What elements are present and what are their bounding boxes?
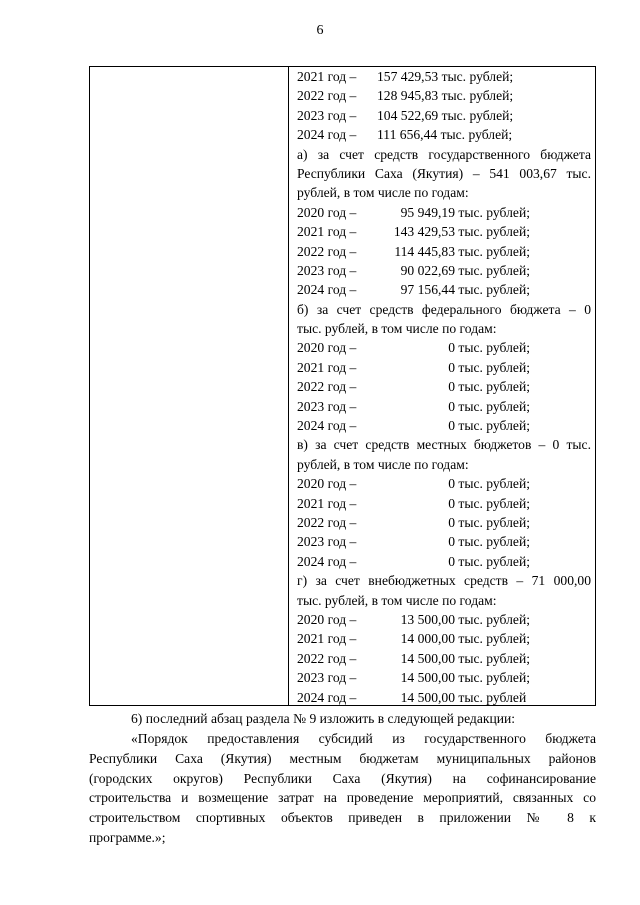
section-heading-line: Республики Саха (Якутия) – 541 003,67 тыс. bbox=[297, 165, 591, 181]
table-row bbox=[297, 474, 591, 493]
row-amount: 0 bbox=[448, 379, 455, 395]
table-row bbox=[297, 397, 591, 416]
row-amount: 0 bbox=[448, 359, 455, 375]
row-unit: тыс. рублей; bbox=[458, 611, 530, 627]
row-year: 2024 год – bbox=[297, 689, 357, 705]
row-unit: тыс. рублей; bbox=[458, 534, 530, 550]
row-amount: 0 bbox=[448, 418, 455, 434]
quote-line: строительством спортивных объектов приведен в приложении № 8 к bbox=[89, 810, 596, 826]
row-unit: тыс. рублей; bbox=[458, 262, 530, 278]
row-unit: тыс. рублей; bbox=[441, 88, 514, 104]
section-heading-line: г) за счет внебюджетных средств – 71 000,00 bbox=[297, 573, 591, 589]
row-year: 2023 год – bbox=[297, 670, 357, 686]
table-row bbox=[297, 532, 591, 551]
row-amount: 128 945,83 bbox=[377, 88, 439, 104]
row-amount: 0 bbox=[448, 398, 455, 414]
row-amount: 95 949,19 bbox=[400, 204, 455, 220]
table-right-column bbox=[289, 67, 595, 705]
table-row bbox=[297, 106, 591, 125]
row-amount: 97 156,44 bbox=[400, 282, 455, 298]
table-row bbox=[297, 203, 591, 222]
table-row bbox=[297, 610, 591, 629]
quote-line: программе.»; bbox=[89, 829, 166, 845]
section-heading-line: б) за счет средств федерального бюджета – 0 bbox=[297, 301, 591, 317]
row-year: 2024 год – bbox=[297, 127, 357, 143]
table-row bbox=[297, 280, 591, 299]
row-year: 2021 год – bbox=[297, 69, 357, 84]
table-row bbox=[297, 668, 591, 687]
row-unit: тыс. рублей; bbox=[458, 650, 530, 666]
row-unit: тыс. рублей; bbox=[441, 107, 514, 123]
row-unit: тыс. рублей; bbox=[440, 127, 513, 143]
row-amount: 111 656,44 bbox=[377, 127, 438, 143]
row-amount: 114 445,83 bbox=[394, 243, 455, 259]
amendment-intro: 6) последний абзац раздела № 9 изложить в следующей редакции: bbox=[131, 711, 516, 726]
row-unit: тыс. рублей; bbox=[458, 224, 530, 240]
table-row bbox=[297, 629, 591, 648]
row-year: 2020 год – bbox=[297, 340, 357, 356]
table-row bbox=[297, 416, 591, 435]
amendment-quote bbox=[89, 729, 596, 848]
page-number: 6 bbox=[316, 23, 324, 38]
row-year: 2020 год – bbox=[297, 476, 357, 492]
row-unit: тыс. рублей; bbox=[458, 204, 530, 220]
quote-line: Республики Саха (Якутия) местным бюджетам муниципальных районов bbox=[89, 750, 596, 766]
row-amount: 14 500,00 bbox=[400, 650, 455, 666]
row-amount: 0 bbox=[448, 340, 455, 356]
row-amount: 14 500,00 bbox=[400, 689, 455, 705]
row-year: 2022 год – bbox=[297, 650, 357, 666]
table-row bbox=[297, 552, 591, 571]
row-amount: 13 500,00 bbox=[400, 611, 455, 627]
section-heading-line: тыс. рублей, в том числе по годам: bbox=[297, 592, 497, 608]
table-row bbox=[297, 67, 591, 86]
row-year: 2020 год – bbox=[297, 611, 357, 627]
row-unit: тыс. рублей; bbox=[458, 418, 530, 434]
row-year: 2023 год – bbox=[297, 107, 357, 123]
row-unit: тыс. рублей; bbox=[458, 670, 530, 686]
funding-table bbox=[89, 66, 596, 706]
row-unit: тыс. рублей; bbox=[458, 282, 530, 298]
row-year: 2021 год – bbox=[297, 224, 357, 240]
row-year: 2023 год – bbox=[297, 262, 357, 278]
quote-line: (городских округов) Республики Саха (Якутия) на софинансирование bbox=[89, 770, 596, 786]
quote-line: строительства и возмещение затрат на проведение мероприятий, связанных со bbox=[89, 790, 596, 806]
row-unit: тыс. рублей; bbox=[458, 514, 530, 530]
table-row bbox=[297, 222, 591, 241]
section-heading-line: рублей, в том числе по годам: bbox=[297, 456, 469, 472]
section-heading-line: рублей, в том числе по годам: bbox=[297, 185, 469, 201]
row-amount: 0 bbox=[448, 476, 455, 492]
row-year: 2020 год – bbox=[297, 204, 357, 220]
table-left-column bbox=[90, 67, 289, 705]
table-row bbox=[297, 261, 591, 280]
row-unit: тыс. рублей; bbox=[458, 495, 530, 511]
section-heading-line: а) за счет средств государственного бюджета bbox=[297, 146, 591, 162]
table-row bbox=[297, 86, 591, 105]
table-row bbox=[297, 377, 591, 396]
row-unit: тыс. рублей; bbox=[458, 340, 530, 356]
row-year: 2024 год – bbox=[297, 282, 357, 298]
row-unit: тыс. рублей; bbox=[441, 69, 514, 84]
table-row bbox=[297, 242, 591, 261]
row-year: 2021 год – bbox=[297, 495, 357, 511]
section-heading-line: в) за счет средств местных бюджетов – 0 тыс. bbox=[297, 437, 591, 453]
row-year: 2024 год – bbox=[297, 553, 357, 569]
row-year: 2022 год – bbox=[297, 379, 357, 395]
row-amount: 0 bbox=[448, 553, 455, 569]
row-year: 2022 год – bbox=[297, 243, 357, 259]
row-year: 2023 год – bbox=[297, 398, 357, 414]
row-unit: тыс. рублей; bbox=[458, 243, 530, 259]
row-year: 2022 год – bbox=[297, 514, 357, 530]
table-row bbox=[297, 494, 591, 513]
table-row bbox=[297, 125, 591, 144]
table-row bbox=[297, 338, 591, 357]
row-unit: тыс. рублей; bbox=[458, 359, 530, 375]
row-amount: 0 bbox=[448, 514, 455, 530]
row-unit: тыс. рублей; bbox=[458, 553, 530, 569]
quote-line: «Порядок предоставления субсидий из государственного бюджета bbox=[131, 731, 596, 746]
row-unit: тыс. рублей; bbox=[458, 631, 530, 647]
row-unit: тыс. рублей; bbox=[458, 476, 530, 492]
row-year: 2021 год – bbox=[297, 631, 357, 647]
row-year: 2024 год – bbox=[297, 418, 357, 434]
row-amount: 90 022,69 bbox=[400, 262, 455, 278]
table-row bbox=[297, 688, 591, 707]
section-heading-line: тыс. рублей, в том числе по годам: bbox=[297, 321, 497, 337]
row-amount: 0 bbox=[448, 534, 455, 550]
table-row bbox=[297, 649, 591, 668]
table-row bbox=[297, 513, 591, 532]
row-unit: тыс. рублей; bbox=[458, 379, 530, 395]
row-amount: 14 500,00 bbox=[400, 670, 455, 686]
table-row bbox=[297, 358, 591, 377]
row-year: 2021 год – bbox=[297, 359, 357, 375]
row-year: 2022 год – bbox=[297, 88, 357, 104]
row-year: 2023 год – bbox=[297, 534, 357, 550]
row-unit: тыс. рублей; bbox=[458, 398, 530, 414]
row-amount: 104 522,69 bbox=[377, 107, 439, 123]
row-amount: 0 bbox=[448, 495, 455, 511]
row-amount: 157 429,53 bbox=[377, 69, 439, 84]
row-amount: 14 000,00 bbox=[400, 631, 455, 647]
row-unit: тыс. рублей bbox=[458, 689, 527, 705]
row-amount: 143 429,53 bbox=[393, 224, 455, 240]
